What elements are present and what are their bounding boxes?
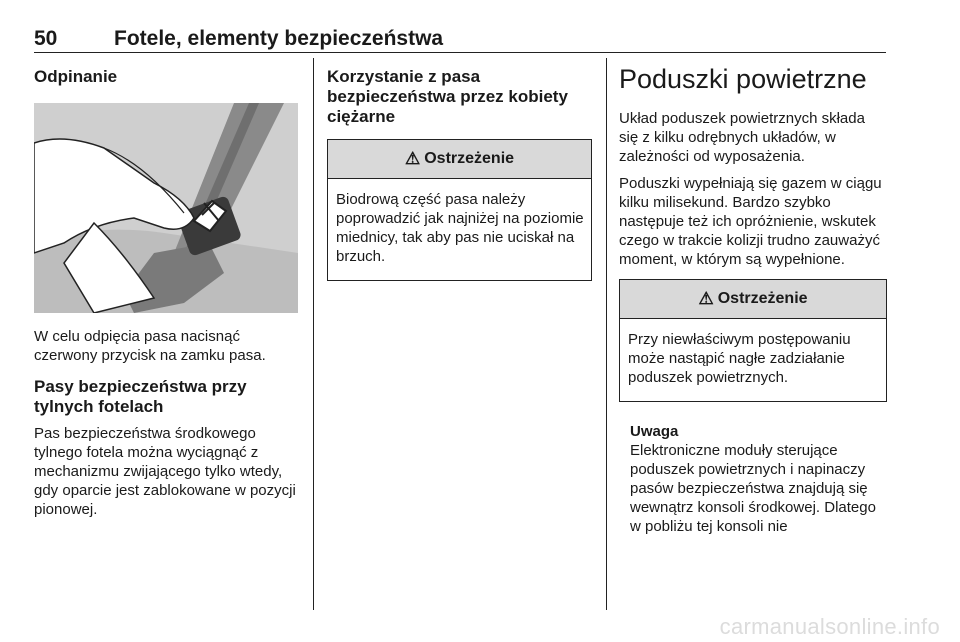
warning-title: Ostrzeżenie — [717, 290, 808, 307]
warning-triangle-icon: ⚠ — [404, 149, 421, 168]
warning-text: Przy niewłaściwym postępowaniu może nastąpić nagłe zadziałanie poduszek powietrznych. — [628, 331, 851, 386]
header-divider — [34, 52, 886, 53]
column-divider — [313, 58, 314, 610]
warning-header — [328, 140, 591, 179]
page-header — [34, 27, 886, 53]
warning-title: Ostrzeżenie — [424, 150, 515, 167]
section-heading-pregnant: Korzystanie z pasa bezpieczeństwa przez kobiety ciężarne — [327, 67, 568, 126]
column-2 — [327, 60, 592, 281]
warning-text: Biodrową część pasa należy poprowadzić jak najniżej na poziomie miednicy, tak aby pas nie uciskał na brzuch. — [336, 191, 584, 265]
chapter-title: Fotele, elementy bezpieczeństwa — [114, 27, 444, 50]
section-heading-unbuckling: Odpinanie — [34, 67, 118, 86]
warning-header — [620, 280, 886, 319]
note-block — [619, 422, 887, 536]
warning-triangle-icon: ⚠ — [698, 289, 714, 308]
airbags-inflation-text: Poduszki wypełniają się gazem w ciągu kilku milisekund. Bardzo szybko następuje też ich opróżnienie, wskutek czego w trakcie kolizji trudno zauważyć moment, w którym są wypełnione. — [619, 175, 882, 268]
section-heading-airbags: Poduszki powietrzne — [619, 64, 867, 94]
note-title: Uwaga — [630, 423, 679, 440]
page-number: 50 — [34, 27, 58, 50]
note-text: Elektroniczne moduły sterujące poduszek powietrznych i napinaczy pasów bezpieczeństwa znajdują się wewnątrz konsoli środkowej. Dlatego w pobliżu tej konsoli nie — [630, 442, 876, 535]
seatbelt-release-illustration — [34, 103, 298, 313]
warning-box — [619, 279, 887, 402]
column-1 — [34, 60, 300, 519]
watermark: carmanualsonline.info — [719, 614, 940, 639]
airbags-intro-text: Układ poduszek powietrznych składa się z kilku odrębnych układów, w zależności od wyposażenia. — [619, 110, 865, 165]
figure-caption: W celu odpięcia pasa nacisnąć czerwony przycisk na zamku pasa. — [34, 328, 266, 364]
warning-box — [327, 139, 592, 281]
section-heading-rear-belts: Pasy bezpieczeństwa przy tylnych fotelach — [34, 377, 247, 416]
column-3 — [619, 60, 887, 536]
column-divider — [606, 58, 607, 610]
rear-belts-text: Pas bezpieczeństwa środkowego tylnego fotela można wyciągnąć z mechanizmu zwijającego tylko wtedy, gdy oparcie jest zablokowane w pozycji pionowej. — [34, 425, 296, 518]
